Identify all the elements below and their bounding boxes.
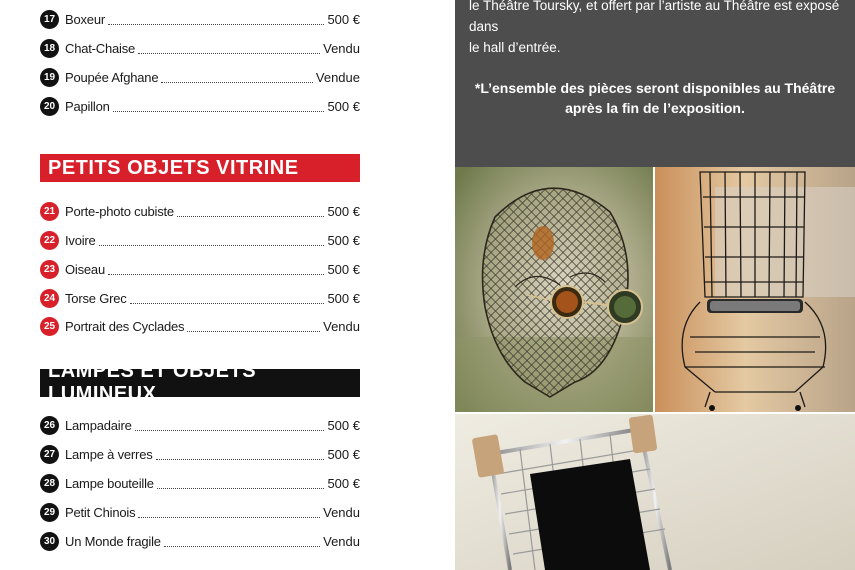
item-name: Oiseau [65, 261, 105, 277]
item-price: 500 € [327, 446, 360, 462]
item-price: 500 € [327, 11, 360, 27]
item-number: 26 [40, 416, 59, 435]
section-heading-lampes: LAMPES ET OBJETS LUMINEUX [40, 369, 360, 397]
item-name: Porte-photo cubiste [65, 203, 174, 219]
item-number: 19 [40, 68, 59, 87]
item-name: Torse Grec [65, 290, 127, 306]
dot-leader [156, 449, 325, 460]
item-name: Ivoire [65, 232, 96, 248]
info-column [455, 0, 855, 570]
dot-leader [138, 43, 320, 54]
item-name: Lampadaire [65, 417, 132, 433]
item-price: 500 € [327, 203, 360, 219]
dot-leader [135, 420, 325, 431]
info-line-1: le Théâtre Toursky, et offert par l’artiste au Théâtre est exposé dans [469, 0, 840, 34]
item-number: 27 [40, 445, 59, 464]
availability-note [455, 78, 855, 118]
item-price: Vendu [323, 318, 360, 334]
item-name: Papillon [65, 98, 110, 114]
wire-chair-image [655, 167, 855, 412]
item-name: Lampe à verres [65, 446, 153, 462]
item-price: Vendu [323, 504, 360, 520]
item-name: Petit Chinois [65, 504, 136, 520]
list-item [40, 414, 360, 436]
info-text [469, 0, 849, 58]
item-number: 20 [40, 97, 59, 116]
list-item [40, 472, 360, 494]
list-item [40, 501, 360, 523]
item-price: 500 € [327, 232, 360, 248]
item-price: 500 € [327, 290, 360, 306]
item-name: Chat-Chaise [65, 40, 136, 56]
photo-wire-chair [655, 167, 855, 412]
item-name: Portrait des Cyclades [65, 318, 185, 334]
item-name: Poupée Afghane [65, 69, 159, 85]
list-item [40, 8, 360, 30]
list-item [40, 200, 360, 222]
section-heading-vitrine: PETITS OBJETS VITRINE [40, 154, 360, 182]
list-item [40, 95, 360, 117]
item-number: 25 [40, 317, 59, 336]
dot-leader [187, 321, 320, 332]
item-price: 500 € [327, 261, 360, 277]
list-item [40, 287, 360, 309]
item-name: Boxeur [65, 11, 105, 27]
list-item [40, 229, 360, 251]
note-line-2: après la fin de l’exposition. [565, 100, 745, 116]
dot-leader [138, 507, 320, 518]
list-item [40, 315, 360, 337]
list-item [40, 530, 360, 552]
item-price: 500 € [327, 98, 360, 114]
item-number: 29 [40, 503, 59, 522]
item-number: 22 [40, 231, 59, 250]
wire-skull-image [455, 167, 653, 412]
list-item [40, 37, 360, 59]
list-item [40, 66, 360, 88]
dot-leader [157, 478, 325, 489]
item-price: 500 € [327, 417, 360, 433]
item-price: Vendu [323, 533, 360, 549]
item-number: 24 [40, 289, 59, 308]
dot-leader [113, 101, 325, 112]
dot-leader [108, 264, 324, 275]
item-price: 500 € [327, 475, 360, 491]
dot-leader [177, 206, 325, 217]
dot-leader [161, 72, 313, 83]
item-number: 28 [40, 474, 59, 493]
item-name: Un Monde fragile [65, 533, 161, 549]
photo-chrome-chair [455, 414, 855, 570]
photo-wire-skull [455, 167, 653, 412]
dot-leader [130, 293, 325, 304]
dot-leader [99, 235, 325, 246]
item-number: 23 [40, 260, 59, 279]
list-item [40, 258, 360, 280]
item-name: Lampe bouteille [65, 475, 154, 491]
item-price: Vendu [323, 40, 360, 56]
item-number: 18 [40, 39, 59, 58]
note-line-1: *L’ensemble des pièces seront disponibles au Théâtre [474, 80, 836, 96]
item-number: 17 [40, 10, 59, 29]
dot-leader [108, 14, 324, 25]
item-price: Vendue [315, 69, 360, 85]
list-item [40, 443, 360, 465]
item-number: 21 [40, 202, 59, 221]
info-line-2: le hall d’entrée. [469, 40, 561, 55]
chrome-chair-image [455, 414, 855, 570]
dot-leader [164, 536, 320, 547]
info-box [455, 0, 855, 167]
item-number: 30 [40, 532, 59, 551]
